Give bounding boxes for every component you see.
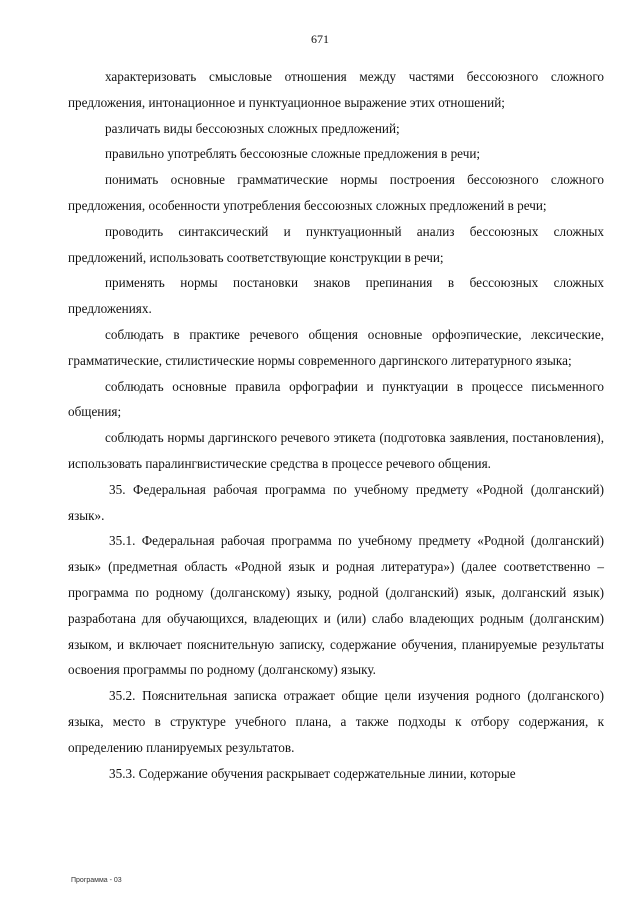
paragraph: 35.2. Пояснительная записка отражает общие цели изучения родного (долганского) языка, место в структуре учебного плана, а также подходы к отбору содержания, к определению планируемых результатов. — [68, 688, 604, 755]
paragraph: 35.1. Федеральная рабочая программа по учебному предмету «Родной (долганский) язык» (предметная область «Родной язык и родная литература») (далее соответственно – программа по родному (долганскому) языку, родной (долганский) язык, долганский язык) разработана для обучающихся, владеющих и (или) слабо владеющих родным (долганским) языком, и включает пояснительную записку, содержание обучения, планируемые результаты освоения программы по родному (долганскому) языку. — [68, 533, 604, 678]
paragraph: 35.3. Содержание обучения раскрывает содержательные линии, которые — [109, 765, 516, 781]
footer-label: Программа - 03 — [71, 877, 122, 884]
paragraph: понимать основные грамматические нормы построения бессоюзного сложного предложения, особенности употребления бессоюзных сложных предложений в речи; — [68, 172, 604, 213]
paragraph: правильно употреблять бессоюзные сложные предложения в речи; — [105, 146, 481, 162]
paragraph: проводить синтаксический и пунктуационный анализ бессоюзных сложных предложений, использовать соответствующие конструкции в речи; — [68, 223, 604, 265]
page-body — [68, 64, 604, 786]
paragraph: различать виды бессоюзных сложных предложений; — [105, 120, 400, 136]
paragraph: соблюдать в практике речевого общения основные орфоэпические, лексические, грамматические, стилистические нормы современного даргинского литературного языка; — [68, 326, 604, 368]
paragraph: соблюдать основные правила орфографии и пунктуации в процессе письменного общения; — [68, 378, 604, 420]
paragraph: характеризовать смысловые отношения между частями бессоюзного сложного предложения, интонационное и пунктуационное выражение этих отношений; — [68, 69, 604, 110]
paragraph: соблюдать нормы даргинского речевого этикета (подготовка заявления, постановления), использовать паралингвистические средства в процессе речевого общения. — [68, 430, 604, 471]
paragraph: применять нормы постановки знаков препинания в бессоюзных сложных предложениях. — [68, 275, 604, 317]
page-number: 671 — [311, 32, 329, 46]
section-heading: 35. Федеральная рабочая программа по учебному предмету «Родной (долганский) язык». — [68, 481, 604, 523]
